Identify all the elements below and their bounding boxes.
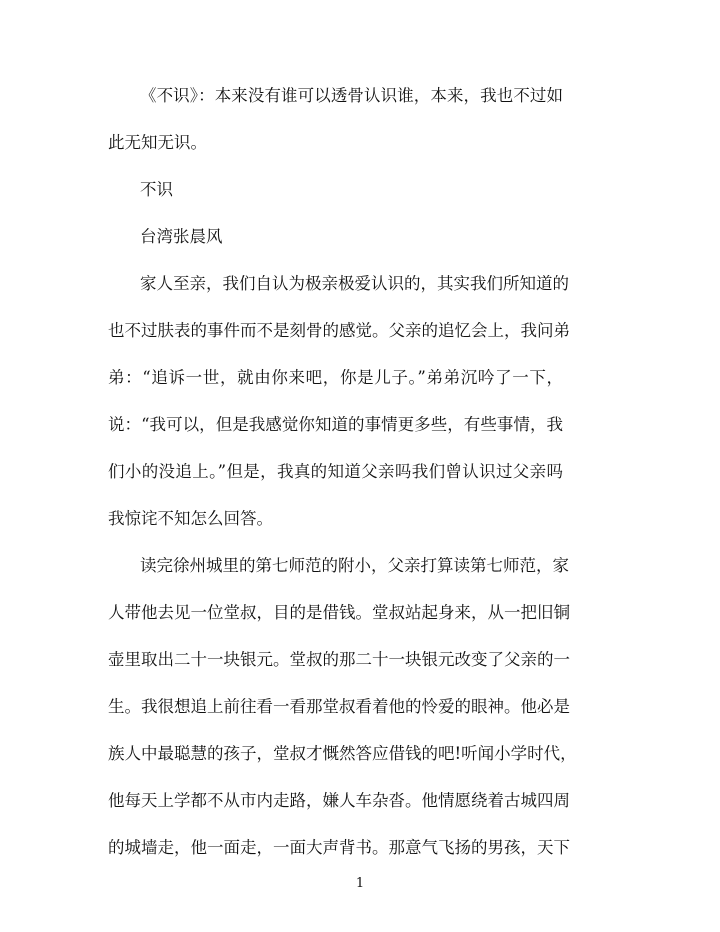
- paragraph-2-line-2: 人带他去见一位堂叔，目的是借钱。堂叔站起身来，从一把旧铜: [108, 603, 570, 622]
- paragraph-2-line-3: 壶里取出二十一块银元。堂叔的那二十一块银元改变了父亲的一: [108, 650, 570, 669]
- paragraph-1-line-1: 家人至亲，我们自认为极亲极爱认识的，其实我们所知道的: [140, 274, 569, 293]
- article-title: 不识: [140, 180, 173, 199]
- page-number: 1: [355, 876, 365, 891]
- paragraph-1-line-6: 我惊诧不知怎么回答。: [108, 509, 273, 528]
- text-line-intro-1: 《不识》：本来没有谁可以透骨认识谁，本来，我也不过如: [140, 86, 563, 105]
- paragraph-2-line-1: 读完徐州城里的第七师范的附小，父亲打算读第七师范，家: [140, 556, 569, 575]
- paragraph-2-line-5: 族人中最聪慧的孩子，堂叔才慨然答应借钱的吧!听闻小学时代，: [108, 744, 577, 763]
- paragraph-2-line-7: 的城墙走，他一面走，一面大声背书。那意气飞扬的男孩，天下: [108, 838, 570, 857]
- text-line-intro-2: 此无知无识。: [108, 133, 207, 152]
- paragraph-1-line-5: 们小的没追上。”但是，我真的知道父亲吗我们曾认识过父亲吗: [108, 462, 563, 481]
- paragraph-1-line-2: 也不过肤表的事件而不是刻骨的感觉。父亲的追忆会上，我问弟: [108, 321, 570, 340]
- paragraph-2-line-6: 他每天上学都不从市内走路，嫌人车杂沓。他情愿绕着古城四周: [108, 791, 570, 810]
- paragraph-1-line-3: 弟：“追诉一世，就由你来吧，你是儿子。”弟弟沉吟了一下，: [108, 368, 563, 387]
- paragraph-1-line-4: 说：“我可以，但是我感觉你知道的事情更多些，有些事情，我: [108, 415, 563, 434]
- paragraph-2-line-4: 生。我很想追上前往看一看那堂叔看着他的怜爱的眼神。他必是: [108, 697, 570, 716]
- article-author: 台湾张晨风: [140, 227, 223, 246]
